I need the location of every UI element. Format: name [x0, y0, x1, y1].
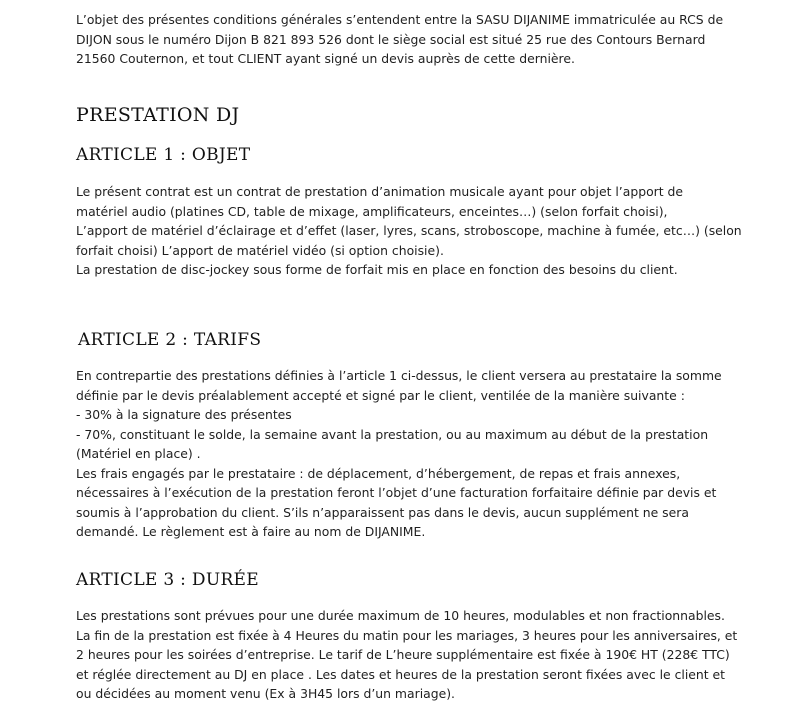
article-2-title: ARTICLE 2 : TARIFS [78, 330, 262, 350]
text-line: (Matériel en place) . [76, 446, 201, 461]
article-1-title: ARTICLE 1 : OBJET [76, 145, 251, 165]
text-line: La prestation de disc-jockey sous forme de forfait mis en place en fonction des besoins du client. [76, 262, 678, 277]
text-line: - 30% à la signature des présentes [76, 407, 292, 422]
text-line: Les prestations sont prévues pour une durée maximum de 10 heures, modulables et non fractionnables. [76, 608, 725, 623]
article-3-title: ARTICLE 3 : DURÉE [76, 570, 259, 590]
text-line: 21560 Couternon, et tout CLIENT ayant signé un devis auprès de cette dernière. [76, 51, 575, 66]
text-line: et réglée directement au DJ en place . Les dates et heures de la prestation seront fixées avec le client et [76, 666, 726, 682]
text-line: matériel audio (platines CD, table de mixage, amplificateurs, enceintes…) (selon forfait choisi), [76, 203, 668, 219]
text-line: L’objet des présentes conditions générales s’entendent entre la SASU DIJANIME immatriculée au RCS de [76, 12, 724, 27]
text-line: 2 heures pour les soirées d’entreprise. Le tarif de L’heure supplémentaire est fixée à 190€ HT (228€ TTC) [76, 647, 730, 662]
text-line: demandé. Le règlement est à faire au nom de DIJANIME. [76, 524, 426, 539]
text-line: ou décidées au moment venu (Ex à 3H45 lors d’un mariage). [76, 686, 455, 701]
text-line: Les frais engagés par le prestataire : de déplacement, d’hébergement, de repas et frais annexes, [76, 465, 681, 481]
article-2-paragraph [76, 366, 722, 542]
section-title: PRESTATION DJ [76, 104, 240, 126]
text-line: L’apport de matériel d’éclairage et d’effet (laser, lyres, scans, stroboscope, machine à fumée, etc…) (selon [76, 223, 742, 238]
intro-paragraph [76, 10, 723, 69]
text-line: La fin de la prestation est fixée à 4 Heures du matin pour les mariages, 3 heures pour les anniversaires, et [76, 627, 738, 643]
article-1-paragraph [76, 182, 742, 280]
text-line: soumis à l’approbation du client. S’ils n’apparaissent pas dans le devis, aucun supplément ne sera [76, 504, 689, 520]
text-line: définie par le devis préalablement accepté et signé par le client, ventilée de la manière suivante : [76, 387, 685, 403]
text-line: Le présent contrat est un contrat de prestation d’animation musicale ayant pour objet l’apport de [76, 184, 684, 199]
text-line: - 70%, constituant le solde, la semaine avant la prestation, ou au maximum au début de la prestation [76, 426, 709, 442]
text-line: DIJON sous le numéro Dijon B 821 893 526 dont le siège social est situé 25 rue des Contours Bernard [76, 31, 706, 47]
article-3-paragraph [76, 606, 737, 704]
text-line: En contrepartie des prestations définies à l’article 1 ci-dessus, le client versera au prestataire la somme [76, 368, 722, 383]
text-line: forfait choisi) L’apport de matériel vidéo (si option choisie). [76, 242, 444, 258]
text-line: nécessaires à l’exécution de la prestation feront l’objet d’une facturation forfaitaire définie par devis et [76, 485, 717, 500]
